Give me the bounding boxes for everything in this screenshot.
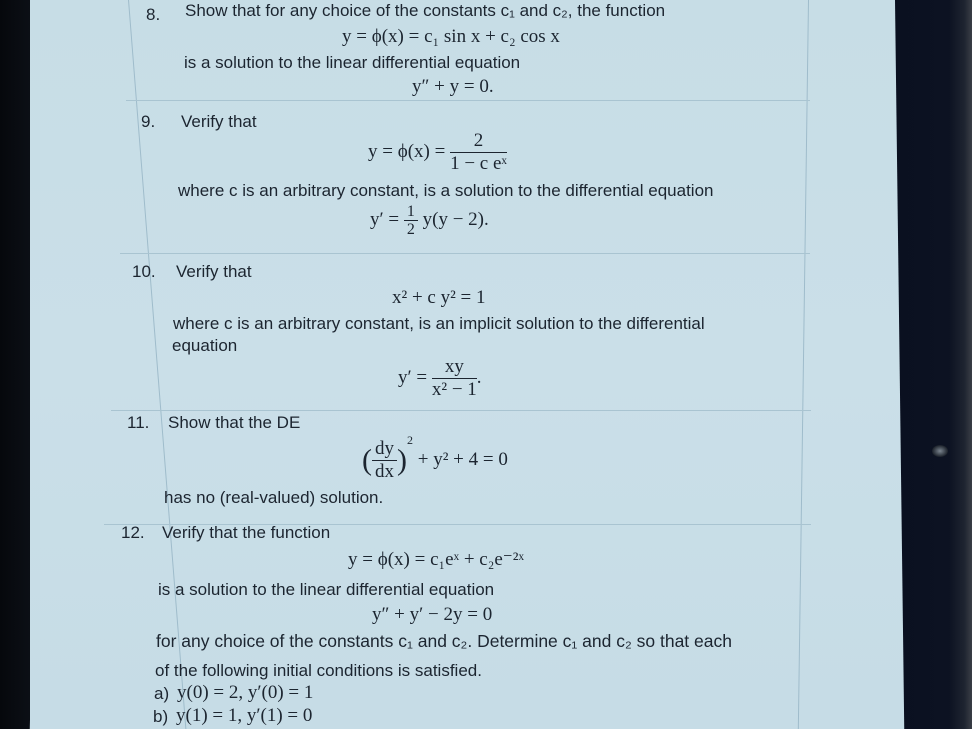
part-a-condition: y(0) = 2, y′(0) = 1 [177,682,314,703]
table-right-border [798,0,809,729]
problem-number: 9. [141,112,156,131]
part-b-condition: y(1) = 1, y′(1) = 0 [176,705,313,726]
implicit-equation: x² + c y² = 1 [392,287,486,308]
problem-number: 8. [146,5,161,24]
problem-intro: Verify that [176,262,252,281]
problem-intro: Verify that [181,112,257,131]
problem-text: is a solution to the linear differential equation [158,580,495,599]
function-equation: y = ϕ(x) = c₁eˣ + c₂e⁻²ˣ [348,549,524,570]
denominator: 2 [406,221,415,238]
differential-equation [398,356,482,401]
problem-intro: Verify that the function [162,523,331,542]
equation-rest: + y² + 4 = 0 [417,448,508,470]
fraction [450,130,507,175]
equation-lhs: y = ϕ(x) = [368,140,446,162]
row-divider [126,100,810,101]
denominator: dx [375,461,394,482]
fraction [404,203,418,238]
problem-text-cont: equation [172,336,238,355]
right-paren: ) [397,443,407,477]
differential-equation [370,203,489,238]
differential-equation: y″ + y′ − 2y = 0 [372,604,493,625]
differential-equation: y″ + y = 0. [412,76,494,97]
problem-number: 11. [127,413,150,432]
left-paren: ( [362,443,372,477]
row-divider [120,253,810,254]
numerator: xy [432,356,477,379]
problem-text-line4: of the following initial conditions is satisfied. [155,661,482,680]
denominator: 1 − c eˣ [450,153,507,174]
problem-number: 10. [132,262,156,281]
equation-lhs: y′ = [398,366,428,388]
problem-text: where c is an arbitrary constant, is a solution to the differential equation [178,181,714,200]
equation-lhs: y′ = [370,208,400,230]
problem-intro: Show that for any choice of the constants c₁ and c₂, the function [185,1,666,20]
function-equation: y = ϕ(x) = c₁ sin x + c₂ cos x [342,26,560,47]
function-equation [368,130,507,175]
problem-text-line3: for any choice of the constants c₁ and c₂. Determine c₁ and c₂ so that each [156,631,732,651]
denominator: x² − 1 [431,379,477,400]
fraction [432,356,477,401]
row-divider [111,410,811,411]
equation-rhs: y(y − 2). [422,208,489,230]
problem-outro: has no (real-valued) solution. [164,488,384,507]
problem-intro: Show that the DE [168,413,301,432]
part-a-label: a) [154,684,170,703]
exponent: 2 [407,432,413,447]
part-b-label: b) [153,707,169,726]
problem-number: 12. [121,523,145,542]
fraction [372,438,397,483]
numerator: 1 [404,203,418,221]
problem-text: is a solution to the linear differential equation [184,53,521,72]
de-equation [362,432,508,483]
problem-text: where c is an arbitrary constant, is an implicit solution to the differential [173,314,705,333]
table-left-border [128,0,186,729]
numerator: 2 [450,130,507,153]
period: . [476,366,482,388]
numerator: dy [372,438,397,461]
